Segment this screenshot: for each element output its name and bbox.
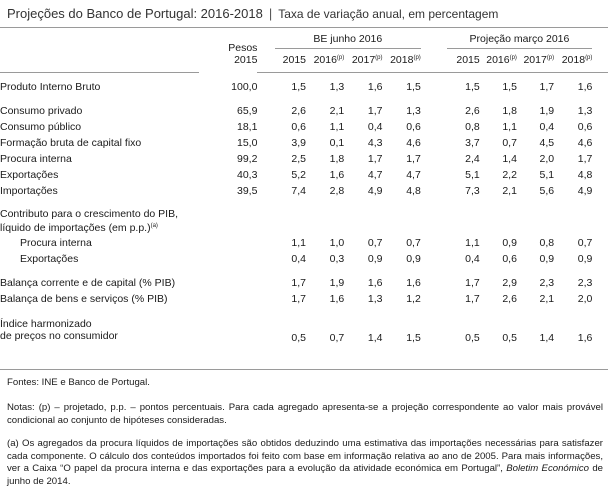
cell: 7,3 <box>465 185 480 197</box>
cell: 0,4 <box>465 253 480 265</box>
cell: 2,4 <box>465 153 480 165</box>
cell: 4,9 <box>577 185 593 197</box>
title-separator: | <box>268 6 273 21</box>
title-main: Projeções do Banco de Portugal: 2016-2018 <box>7 6 263 21</box>
cell: 0,7 <box>577 237 593 249</box>
cell: 1,5 <box>465 80 480 93</box>
cell: 1,5 <box>291 80 307 93</box>
cell: 0,9 <box>367 253 383 265</box>
cell: 1,3 <box>406 105 421 117</box>
cell: 1,1 <box>502 121 517 133</box>
cell: 7,4 <box>291 185 307 197</box>
cell: 0,8 <box>539 237 555 249</box>
cell: 0,7 <box>367 237 383 249</box>
row-weight: 39,5 <box>237 185 258 197</box>
cell: 4,6 <box>406 137 421 149</box>
cell: 2,3 <box>577 277 593 289</box>
cell: 1,6 <box>577 332 593 344</box>
cell: 0,4 <box>367 121 383 133</box>
contributo-heading-row <box>0 207 608 235</box>
row-label: Consumo público <box>0 121 82 133</box>
group-projecao-marco <box>443 30 593 49</box>
cell: 2,6 <box>291 105 307 117</box>
notes-text: Notas: (p) – projetado, p.p. – pontos percentuais. Para cada agregado apresenta-se a projeção correspondente ao valor mais provável condicional ao conjunto de hipóteses consideradas. <box>7 402 603 426</box>
cell: 1,7 <box>465 293 480 305</box>
cell: 1,7 <box>291 277 307 289</box>
cell: 2,1 <box>539 293 555 305</box>
table-row <box>0 251 608 267</box>
cell: 2,3 <box>539 277 555 289</box>
contributo-heading <box>0 207 269 235</box>
cell: 3,7 <box>465 137 480 149</box>
cell: 0,6 <box>406 121 421 133</box>
ihpc-label-line1: Índice harmonizado <box>0 318 92 330</box>
row-label: Exportações <box>0 169 59 181</box>
table-title <box>7 3 498 25</box>
cell: 2,0 <box>539 153 555 165</box>
cell: 2,5 <box>291 153 307 165</box>
cell: 0,9 <box>406 253 421 265</box>
cell: 1,8 <box>502 105 517 117</box>
cell: 2,6 <box>465 105 480 117</box>
table-row <box>0 78 608 95</box>
cell: 5,1 <box>465 169 480 181</box>
cell: 0,9 <box>502 237 517 249</box>
group-be-junho <box>269 30 421 49</box>
table-row <box>0 235 608 251</box>
cell: 0,9 <box>577 253 593 265</box>
cell: 4,7 <box>406 169 421 181</box>
cell: 5,1 <box>539 169 555 181</box>
row-weight: 99,2 <box>237 153 258 165</box>
table-row <box>0 291 608 307</box>
top-rule <box>0 27 608 28</box>
cell: 1,1 <box>329 121 345 133</box>
row-label: Balança corrente e de capital (% PIB) <box>0 277 176 289</box>
cell: 0,5 <box>291 332 307 344</box>
cell: 0,5 <box>465 332 480 344</box>
table-row <box>0 275 608 291</box>
cell: 4,7 <box>367 169 383 181</box>
cell: 1,6 <box>329 293 345 305</box>
cell: 1,3 <box>577 105 593 117</box>
cell: 1,4 <box>539 332 555 344</box>
row-weight: 15,0 <box>237 137 258 149</box>
header-group-row <box>0 30 608 49</box>
cell: 1,6 <box>406 277 421 289</box>
cell: 3,9 <box>291 137 307 149</box>
cell: 0,8 <box>465 121 480 133</box>
table-row <box>0 316 608 344</box>
cell: 4,5 <box>539 137 555 149</box>
year-header: 2018$^{(p)}$ <box>554 49 592 72</box>
footnote-a-publication: Boletim Económico <box>506 463 589 474</box>
cell: 0,4 <box>539 121 555 133</box>
group-be-junho-label: BE junho 2016 <box>275 33 421 49</box>
row-weight: 65,9 <box>237 105 258 117</box>
cell: 1,7 <box>577 153 593 165</box>
cell: 1,7 <box>367 105 383 117</box>
bottom-rule <box>0 369 608 370</box>
table-row <box>0 167 608 183</box>
cell: 2,9 <box>502 277 517 289</box>
cell: 0,7 <box>329 332 345 344</box>
cell: 0,9 <box>539 253 555 265</box>
row-label: Consumo privado <box>0 105 83 117</box>
row-label: Procura interna <box>0 153 72 165</box>
cell: 1,9 <box>329 277 345 289</box>
cell: 1,7 <box>367 153 383 165</box>
table-row <box>0 103 608 119</box>
cell: 2,8 <box>329 185 345 197</box>
cell: 1,1 <box>291 237 307 249</box>
row-label: Produto Interno Bruto <box>0 80 101 93</box>
year-header: 2017$^{(p)}$ <box>344 49 382 72</box>
cell: 4,6 <box>577 137 593 149</box>
year-header: 2017$^{(p)}$ <box>517 49 554 72</box>
cell: 2,6 <box>502 293 517 305</box>
row-weight: 18,1 <box>237 121 258 133</box>
footnote-a-end: de junho de 2014. <box>7 463 603 487</box>
table-row <box>0 183 608 199</box>
cell: 0,3 <box>329 253 345 265</box>
cell: 1,5 <box>406 332 421 344</box>
cell: 1,0 <box>329 237 345 249</box>
row-label: Exportações <box>20 253 79 265</box>
row-label <box>0 316 199 344</box>
cell: 1,5 <box>502 80 517 93</box>
cell: 1,7 <box>539 80 555 93</box>
table-row <box>0 119 608 135</box>
cell: 1,8 <box>329 153 345 165</box>
cell: 0,7 <box>502 137 517 149</box>
row-label: Balança de bens e serviços (% PIB) <box>0 293 168 305</box>
pesos-header <box>199 30 258 72</box>
cell: 1,6 <box>329 169 345 181</box>
cell: 0,6 <box>502 253 517 265</box>
cell: 0,6 <box>291 121 307 133</box>
cell: 0,1 <box>329 137 345 149</box>
row-weight: 100,0 <box>231 80 258 93</box>
contributo-heading-line2: líquido de importações (em p.p.) <box>0 222 151 234</box>
row-label: Formação bruta de capital fixo <box>0 137 142 149</box>
cell: 1,4 <box>502 153 517 165</box>
cell: 1,9 <box>539 105 555 117</box>
contributo-footnote-marker: (a) <box>150 223 158 229</box>
group-projecao-marco-label: Projeção março 2016 <box>447 33 593 49</box>
year-header: 2016$^{(p)}$ <box>306 49 344 72</box>
cell: 5,2 <box>291 169 307 181</box>
table-row <box>0 135 608 151</box>
year-header: 2015 <box>443 49 480 72</box>
cell: 1,2 <box>406 293 421 305</box>
header-years-row <box>0 49 608 72</box>
cell: 1,3 <box>329 80 345 93</box>
row-weight: 40,3 <box>237 169 258 181</box>
cell: 4,8 <box>406 185 421 197</box>
row-label: Procura interna <box>20 237 92 249</box>
cell: 1,7 <box>291 293 307 305</box>
cell: 1,6 <box>577 80 593 93</box>
row-label: Importações <box>0 185 58 197</box>
table-row <box>0 151 608 167</box>
ihpc-label-line2: de preços no consumidor <box>0 330 118 342</box>
cell: 2,1 <box>329 105 345 117</box>
cell: 1,7 <box>406 153 421 165</box>
cell: 1,7 <box>465 277 480 289</box>
cell: 2,0 <box>577 293 593 305</box>
year-header: 2015 <box>269 49 306 72</box>
cell: 1,6 <box>367 80 383 93</box>
year-header: 2016$^{(p)}$ <box>480 49 517 72</box>
cell: 4,9 <box>367 185 383 197</box>
cell: 0,6 <box>577 121 593 133</box>
cell: 5,6 <box>539 185 555 197</box>
footnote-a-text: (a) Os agregados da procura líquidos de importações são obtidos deduzindo uma estimativa das importações necessárias para satisfazer cada componente. O cálculo dos conteúdos importados foi feito com base em informação relativa ao ano de 2005. Para mais informações, ver a Caixa “O papel da procura interna e das exportações para a evolução da atividade económica em Portugal”, <box>7 438 603 474</box>
cell: 0,7 <box>406 237 421 249</box>
pesos-year: 2015 <box>234 54 258 66</box>
cell: 1,1 <box>465 237 480 249</box>
cell: 0,4 <box>291 253 307 265</box>
cell: 1,6 <box>367 277 383 289</box>
footnote-a <box>7 438 603 488</box>
cell: 0,5 <box>502 332 517 344</box>
title-subtitle: Taxa de variação anual, em percentagem <box>278 7 499 21</box>
contributo-heading-line1: Contributo para o crescimento do PIB, <box>0 208 179 220</box>
cell: 4,8 <box>577 169 593 181</box>
pesos-label: Pesos <box>228 42 258 54</box>
cell: 2,2 <box>502 169 517 181</box>
year-header: 2018$^{(p)}$ <box>383 49 421 72</box>
sources-note: Fontes: INE e Banco de Portugal. <box>7 377 150 388</box>
cell: 4,3 <box>367 137 383 149</box>
cell: 1,4 <box>367 332 383 344</box>
projections-table <box>0 30 608 344</box>
cell: 1,3 <box>367 293 383 305</box>
cell: 1,5 <box>406 80 421 93</box>
cell: 2,1 <box>502 185 517 197</box>
